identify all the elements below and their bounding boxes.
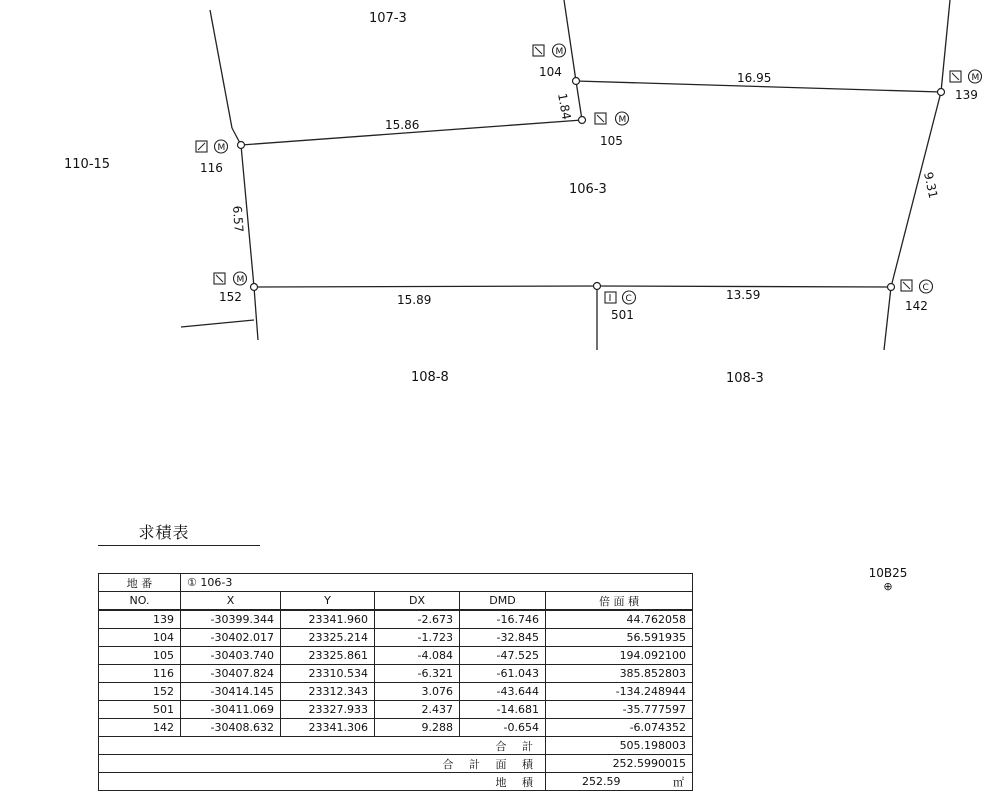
cell-dx: 2.437 bbox=[375, 701, 460, 719]
marker-letter: M bbox=[236, 275, 245, 285]
marker-letter: M bbox=[618, 115, 627, 125]
land-area-label: 地 積 bbox=[99, 773, 546, 791]
point-label-104: 104 bbox=[539, 65, 562, 79]
boundary-142-south bbox=[884, 287, 891, 350]
distance-104-105: 1.84 bbox=[555, 92, 574, 121]
marker-letter: M bbox=[555, 47, 564, 57]
column-header: NO. bbox=[99, 592, 181, 611]
marker-116 bbox=[196, 140, 228, 153]
area-calculation-table bbox=[98, 573, 693, 791]
sum-row bbox=[99, 737, 693, 755]
lot-number-value: ① 106-3 bbox=[181, 574, 693, 592]
cell-dmd: -14.681 bbox=[460, 701, 546, 719]
distance-116-105: 15.86 bbox=[385, 118, 420, 132]
point-label-152: 152 bbox=[219, 290, 242, 304]
cell-dx: 9.288 bbox=[375, 719, 460, 737]
sheet-reference bbox=[848, 566, 928, 594]
table-row bbox=[99, 701, 693, 719]
marker-letter: C bbox=[922, 283, 929, 293]
cell-x: -30403.740 bbox=[181, 647, 281, 665]
point-104-circle bbox=[573, 78, 580, 85]
table-lot-row bbox=[99, 574, 693, 592]
column-header: Y bbox=[281, 592, 375, 611]
marker-501 bbox=[605, 291, 636, 304]
cell-x: -30407.824 bbox=[181, 665, 281, 683]
marker-142 bbox=[901, 280, 933, 293]
point-label-142: 142 bbox=[905, 299, 928, 313]
cell-dmd: -16.746 bbox=[460, 610, 546, 629]
table-row bbox=[99, 683, 693, 701]
marker-letter: M bbox=[217, 143, 226, 153]
cell-double-area: 194.092100 bbox=[546, 647, 693, 665]
boundary-west-branch bbox=[181, 320, 254, 327]
cell-no: 116 bbox=[99, 665, 181, 683]
cell-dmd: -43.644 bbox=[460, 683, 546, 701]
sheet-symbol-icon: ⊕ bbox=[883, 580, 893, 593]
table-row bbox=[99, 647, 693, 665]
cell-x: -30408.632 bbox=[181, 719, 281, 737]
cell-dx: -2.673 bbox=[375, 610, 460, 629]
cell-dmd: -0.654 bbox=[460, 719, 546, 737]
stake-arrow-icon bbox=[198, 143, 205, 150]
marker-105 bbox=[595, 112, 629, 125]
distance-501-142: 13.59 bbox=[726, 288, 761, 302]
stake-arrow-icon bbox=[597, 115, 604, 122]
marker-letter: C bbox=[625, 294, 632, 304]
table-title bbox=[98, 520, 260, 546]
total-area-value: 252.5990015 bbox=[546, 755, 693, 773]
lot-107-3: 107-3 bbox=[369, 11, 407, 26]
cell-y: 23341.306 bbox=[281, 719, 375, 737]
boundary-104-north bbox=[564, 0, 576, 81]
boundary-152-south bbox=[254, 287, 258, 340]
distance-152-501: 15.89 bbox=[397, 293, 432, 307]
column-header: X bbox=[181, 592, 281, 611]
point-152-circle bbox=[251, 284, 258, 291]
point-142-circle bbox=[888, 284, 895, 291]
total-area-label: 合 計 面 積 bbox=[99, 755, 546, 773]
cell-dx: -6.321 bbox=[375, 665, 460, 683]
point-105-circle bbox=[579, 117, 586, 124]
lot-110-15: 110-15 bbox=[64, 157, 111, 172]
table-row bbox=[99, 629, 693, 647]
table-row bbox=[99, 610, 693, 629]
point-label-105: 105 bbox=[600, 134, 623, 148]
cell-no: 105 bbox=[99, 647, 181, 665]
cell-double-area: -35.777597 bbox=[546, 701, 693, 719]
table-row bbox=[99, 719, 693, 737]
lot-106-3: 106-3 bbox=[569, 182, 607, 197]
cell-y: 23310.534 bbox=[281, 665, 375, 683]
cell-x: -30402.017 bbox=[181, 629, 281, 647]
cell-no: 501 bbox=[99, 701, 181, 719]
cell-dx: 3.076 bbox=[375, 683, 460, 701]
cell-no: 142 bbox=[99, 719, 181, 737]
stake-arrow-icon bbox=[535, 47, 542, 54]
distance-104-139: 16.95 bbox=[737, 71, 772, 85]
marker-152 bbox=[214, 272, 247, 285]
table-header-row bbox=[99, 592, 693, 611]
boundary-501-142 bbox=[597, 286, 891, 287]
cell-no: 152 bbox=[99, 683, 181, 701]
sum-label: 合 計 bbox=[99, 737, 546, 755]
cell-no: 104 bbox=[99, 629, 181, 647]
stake-arrow-icon bbox=[216, 275, 223, 282]
cell-double-area: 44.762058 bbox=[546, 610, 693, 629]
cell-double-area: 385.852803 bbox=[546, 665, 693, 683]
marker-139 bbox=[950, 70, 982, 83]
distance-139-142: 9.31 bbox=[921, 170, 941, 200]
cell-dmd: -61.043 bbox=[460, 665, 546, 683]
land-area-value: 252.59 bbox=[582, 775, 621, 788]
cell-y: 23325.861 bbox=[281, 647, 375, 665]
column-header: 倍 面 積 bbox=[546, 592, 693, 611]
cell-x: -30414.145 bbox=[181, 683, 281, 701]
column-header: DX bbox=[375, 592, 460, 611]
point-116-circle bbox=[238, 142, 245, 149]
table-row bbox=[99, 665, 693, 683]
boundary-104-105 bbox=[576, 81, 582, 120]
lot-108-8: 108-8 bbox=[411, 370, 449, 385]
stake-arrow-icon bbox=[903, 282, 910, 289]
boundary-139-north bbox=[941, 0, 950, 92]
boundary-north-west bbox=[210, 10, 232, 128]
table-title-text: 求積表 bbox=[138, 523, 190, 542]
cell-y: 23341.960 bbox=[281, 610, 375, 629]
cell-y: 23312.343 bbox=[281, 683, 375, 701]
cell-double-area: -134.248944 bbox=[546, 683, 693, 701]
land-area-row bbox=[99, 773, 693, 791]
cell-dx: -4.084 bbox=[375, 647, 460, 665]
sum-value: 505.198003 bbox=[546, 737, 693, 755]
lot-number-label: 地 番 bbox=[99, 574, 181, 592]
cell-double-area: 56.591935 bbox=[546, 629, 693, 647]
cell-x: -30399.344 bbox=[181, 610, 281, 629]
cell-y: 23327.933 bbox=[281, 701, 375, 719]
point-label-139: 139 bbox=[955, 88, 978, 102]
square-meter-unit: ㎡ bbox=[673, 776, 685, 789]
lot-108-3: 108-3 bbox=[726, 371, 764, 386]
land-area-cell bbox=[546, 773, 693, 791]
cell-no: 139 bbox=[99, 610, 181, 629]
boundary-152-501 bbox=[254, 286, 597, 287]
cell-y: 23325.214 bbox=[281, 629, 375, 647]
cell-dmd: -47.525 bbox=[460, 647, 546, 665]
point-501-circle bbox=[594, 283, 601, 290]
stake-arrow-icon bbox=[952, 73, 959, 80]
marker-letter: M bbox=[971, 73, 980, 83]
distance-116-152: 6.57 bbox=[230, 205, 246, 233]
cell-dx: -1.723 bbox=[375, 629, 460, 647]
point-label-501: 501 bbox=[611, 308, 634, 322]
point-139-circle bbox=[938, 89, 945, 96]
sheet-code: 10B25 bbox=[868, 566, 908, 580]
point-label-116: 116 bbox=[200, 161, 223, 175]
cell-double-area: -6.074352 bbox=[546, 719, 693, 737]
cell-x: -30411.069 bbox=[181, 701, 281, 719]
column-header: DMD bbox=[460, 592, 546, 611]
marker-104 bbox=[533, 44, 566, 57]
cell-dmd: -32.845 bbox=[460, 629, 546, 647]
total-area-row bbox=[99, 755, 693, 773]
